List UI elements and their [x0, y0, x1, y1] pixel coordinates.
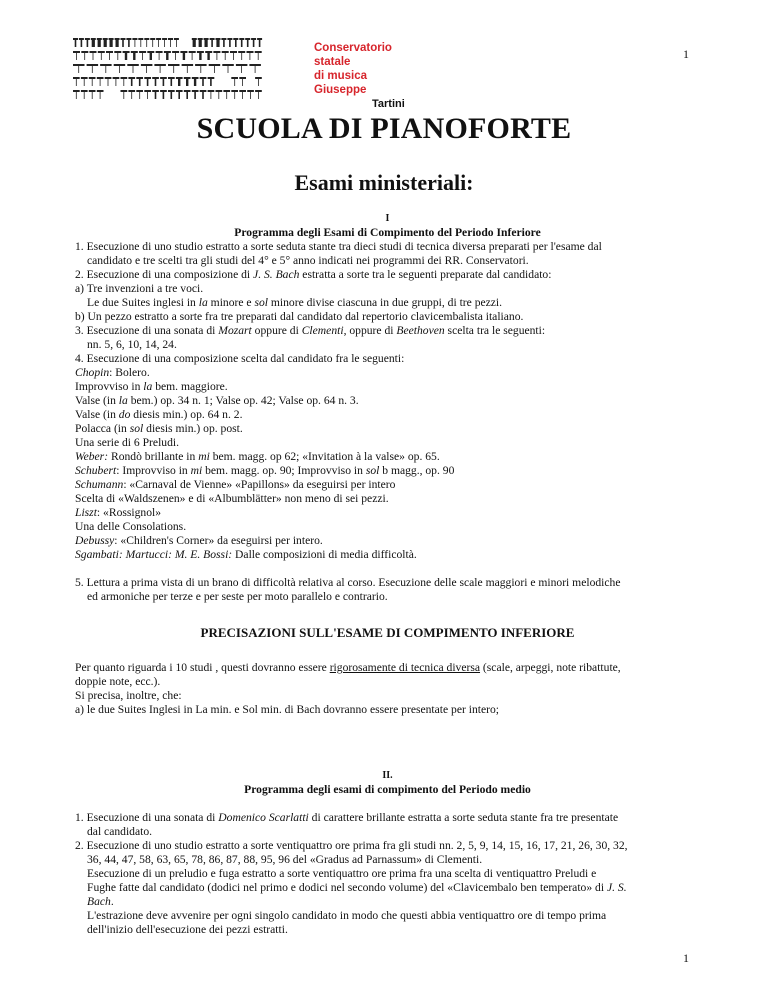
- text-line: Weber: Rondò brillante in mi bem. magg. op 62; «Invitation à la valse» op. 65.: [75, 450, 440, 463]
- logo-tartini: Tartini: [372, 98, 405, 110]
- section-1-title: Programma degli Esami di Compimento del Periodo Inferiore: [234, 226, 541, 239]
- logo-bar-row: [73, 64, 261, 73]
- text-line: Le due Suites inglesi in la minore e sol minore divise ciascuna in due gruppi, di tre pezzi.: [87, 296, 503, 309]
- text-line: Polacca (in sol diesis min.) op. post.: [75, 422, 243, 435]
- text-line: Esecuzione di un preludio e fuga estratto a sorte ventiquattro ore prima fra una scelta di ventiquattro Preludi e: [87, 867, 597, 880]
- section-2-title: Programma degli esami di compimento del Periodo medio: [244, 783, 531, 796]
- text-line: 36, 44, 47, 58, 63, 65, 78, 86, 87, 88, 95, 96 del «Gradus ad Parnassum» di Clementi.: [87, 853, 483, 866]
- text-line: Liszt: «Rossignol»: [75, 506, 162, 519]
- text-line: 1. Esecuzione di uno studio estratto a sorte seduta stante tra dieci studi di tecnica diversa preparati per l'esame dal: [75, 240, 602, 253]
- text-line: Si precisa, inoltre, che:: [75, 689, 182, 702]
- text-line: Sgambati: Martucci: M. E. Bossi: Dalle composizioni di media difficoltà.: [75, 548, 417, 561]
- text-line: Valse (in la bem.) op. 34 n. 1; Valse op. 42; Valse op. 64 n. 3.: [75, 394, 359, 407]
- text-line: Per quanto riguarda i 10 studi , questi dovranno essere rigorosamente di tecnica diversa (scale, arpeggi, note ribattute,: [75, 661, 621, 674]
- text-line: ed armoniche per terze e per seste per moto parallelo e contrario.: [87, 590, 388, 603]
- text-line: Debussy: «Children's Corner» da eseguirsi per intero.: [75, 534, 323, 547]
- text-line: 2. Esecuzione di una composizione di J. S. Bach estratta a sorte tra le seguenti preparate dal candidato:: [75, 268, 552, 281]
- text-line: nn. 5, 6, 10, 14, 24.: [87, 338, 177, 351]
- logo-bar-row: [73, 77, 262, 86]
- text-line: Scelta di «Waldszenen» e di «Albumblätter» non meno di sei pezzi.: [75, 492, 389, 505]
- text-line: Una delle Consolations.: [75, 520, 187, 533]
- logo-bar-row: [73, 51, 262, 60]
- text-line: b) Un pezzo estratto a sorte fra tre preparati dal candidato dal repertorio clavicembalista italiano.: [75, 310, 524, 323]
- text-line: dell'inizio dell'esecuzione dei pezzi estratti.: [87, 923, 288, 936]
- text-line: Improvviso in la bem. maggiore.: [75, 380, 228, 393]
- text-line: Valse (in do diesis min.) op. 64 n. 2.: [75, 408, 243, 421]
- text-line: Schubert: Improvviso in mi bem. magg. op. 90; Improvviso in sol b magg., op. 90: [75, 464, 455, 477]
- logo-line: Giuseppe: [314, 84, 367, 96]
- page-title: SCUOLA DI PIANOFORTE: [196, 112, 572, 145]
- text-line: Chopin: Bolero.: [75, 366, 150, 379]
- page-number-bottom: 1: [683, 951, 689, 965]
- text-line: candidato e tre scelti tra gli studi del 4° e 5° anno indicati nei programmi dei RR. Conservatori.: [87, 254, 529, 267]
- conservatorio-logo-graphic: [73, 38, 273, 104]
- text-line: a) Tre invenzioni a tre voci.: [75, 282, 204, 295]
- text-line: 1. Esecuzione di una sonata di Domenico Scarlatti di carattere brillante estratta a sorte seduta stante fra tre presentate: [75, 811, 619, 824]
- text-line: Schumann: «Carnaval de Vienne» «Papillons» da eseguirsi per intero: [75, 478, 396, 491]
- document-body: [75, 208, 700, 937]
- conservatorio-logo-text: [314, 41, 392, 97]
- text-line: 2. Esecuzione di uno studio estratto a sorte ventiquattro ore prima fra gli studi nn. 2, 5, 9, 14, 15, 16, 17, 21, 26, 30, 32,: [75, 839, 628, 852]
- page-number-top: 1: [683, 47, 689, 61]
- logo-bar-row: [73, 38, 262, 47]
- text-line: 3. Esecuzione di una sonata di Mozart oppure di Clementi, oppure di Beethoven scelta tra le seguenti:: [75, 324, 546, 337]
- text-line: 4. Esecuzione di una composizione scelta dal candidato fra le seguenti:: [75, 352, 405, 365]
- page-subtitle: Esami ministeriali:: [294, 170, 474, 195]
- precisazioni-title: PRECISAZIONI SULL'ESAME DI COMPIMENTO INFERIORE: [200, 625, 575, 640]
- text-line: Una serie di 6 Preludi.: [75, 436, 179, 449]
- logo-line: di musica: [314, 70, 368, 82]
- logo-line: Conservatorio: [314, 42, 392, 54]
- section-2-number: II.: [382, 770, 393, 781]
- text-line: 5. Lettura a prima vista di un brano di difficoltà relativa al corso. Esecuzione delle scale maggiori e minori melodiche: [75, 576, 621, 589]
- text-line: L'estrazione deve avvenire per ogni singolo candidato in modo che questi abbia ventiquattro ore di tempo prima: [87, 909, 607, 922]
- text-line: a) le due Suites Inglesi in La min. e Sol min. di Bach dovranno essere presentate per intero;: [75, 703, 500, 716]
- logo-bar-row: [73, 90, 262, 99]
- text-line: Bach.: [87, 895, 114, 908]
- text-line: doppie note, ecc.).: [75, 675, 161, 688]
- section-1-number: I: [385, 213, 390, 224]
- logo-line: statale: [314, 56, 351, 68]
- text-line: dal candidato.: [87, 825, 153, 838]
- text-line: Fughe fatte dal candidato (dodici nel primo e dodici nel secondo volume) del «Clavicembalo ben temperato» di J. S.: [87, 881, 627, 894]
